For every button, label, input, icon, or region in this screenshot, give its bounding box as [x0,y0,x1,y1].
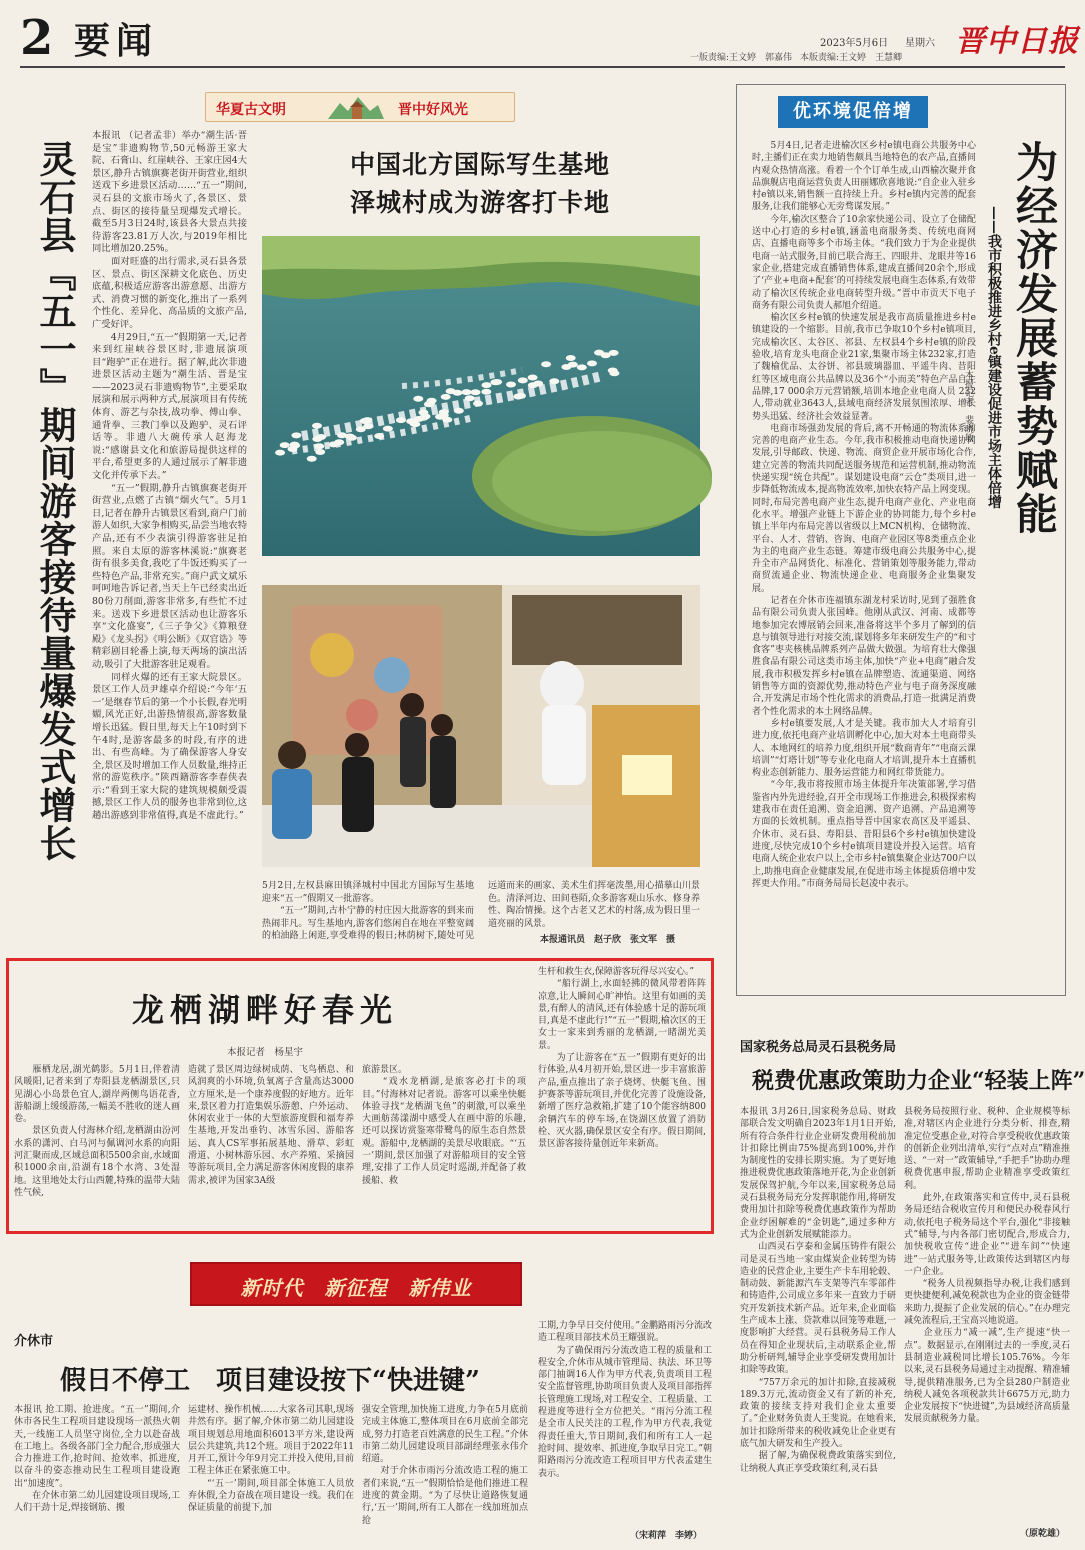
goose [446,388,456,394]
tax-kicker: 国家税务总局灵石县税务局 [740,1040,897,1055]
jiexiu-col-1: 本报讯 抢工期、抢进度。“五一”期间,介休市各民生工程项目建设现场一派热火朝天,一线施工人员坚守岗位,全力以赴奋战在工地上。各级各部门全力配合,形成强大合力推进工作,抢时间、抢效率、抓进度,以奋斗的姿态推动民生工程项目建设跑出“加速度”。 在介休市第二幼儿园建设项目现场,工人们干劲十足,焊接钢筋、搬 [14,1405,180,1514]
right-reporter: 本报记者 裴晓敏 [963,370,973,442]
goose [363,423,373,429]
right-subtitle: ——我市积极推进乡村e镇建设促进市场主体倍增 [986,206,1002,509]
banner-huaxia [205,92,515,122]
goose [314,443,324,449]
jiexiu-col-3: 强安全管理,加快施工进度,力争在5月底前完成主体施工,整体项目在6月底前全部完成,努力打造老百姓满意的民生工程。”介休市第二幼儿园建设项目部副经理张永伟介绍道。 对于介休市雨污分流改造工程的施工者们来说,“五一”假期恰恰是他们推进工程进度的黄金期。“为了尽快让道路恢复通行,‘五一’期间,所有工人都在一线加班加点抢 [362,1405,528,1526]
goose [473,401,483,407]
goose [549,378,559,384]
jiexiu-title: 假日不停工 项目建设按下“快进键” [60,1366,480,1396]
longqi-col-3: 旅游景区。 “戏水龙栖湖,是旅客必打卡的项目。”付海林对记者说。游客可以乘坐快艇体验寻找“龙栖湖飞鱼”的刺激,可以乘坐大画舫荡漾湖中感受人在画中游的乐趣,还可以探访赏鉴寒带鹭鸟的原生态自然景观。游船中,龙栖湖的美景尽收眼底。“‘五一’期间,景区加强了对游船项目的安全管理,安排了工作人员定时巡湖,并配备了救援船、救 [362,1065,526,1186]
jiexiu-col-4: 工期,力争早日交付使用。”金鹏路雨污分流改造工程项目部技术员王耀强说。 为了确保雨污分流改造工程的质量和工程安全,介休市从城市管理局、执法、环卫等部门抽调16人作为甲方代表,负责项目工程安全监督管理,协助项目负责人及项目部指挥长管理施工现场,对工程安全、工程质量、工程进度等进行全方位把关。“雨污分流工程是全市人民关注的工程,作为甲方代表,我觉得责任重大,节日期间,我们和所有工人一起抢时间、提效率、抓进度,争取早日完工。”朝阳路雨污分流改造工程项目甲方代表孟建生表示。 [538,1321,712,1479]
goose [454,408,464,414]
jiexiu-kicker: 介休市 [14,1334,54,1349]
tax-credit: （原乾雄） [1020,1529,1066,1539]
longqi-col-2: 造就了景区周边绿树成荫、飞鸟栖息、和风润爽的小环境,负氧离子含量高达3000立方厘米,是一个康养度假的好地方。近年来,景区着力打造集娱乐游憩、户外运动、休闲农业于一体的大型旅游度假和福寿养生基地,开发出垂钓、冰雪乐园、游船客运、真人CS军事拓展基地、滑草、彩虹滑道、小树林游乐园、水产养殖、采摘园等游玩项目,全力满足游客休闲度假的康养需求,被评为国家3A级 [188,1065,354,1186]
longqi-col-4: 生杆和救生衣,保障游客玩得尽兴安心。” “船行湖上,水面轻拂的微风带着阵阵凉意,让人瞬间心旷神怡。这里有如画的美景,有醉人的清风,还有体验感十足的游玩项目,真是不虚此行!”“五一”假期,榆次区的王女士一家来到秀丽的龙栖湖,一睹湖光美景。 为了让游客在“五一”假期有更好的出行体验,从4月初开始,景区进一步丰富旅游产品,重点推出了亲子烧烤、快艇飞鱼、围护赛茶等游玩项目,并优化完善了设施设备,新增了医疗急救箱,扩建了10个能容纳800余辆汽车的停车场,在饶湖区放置了消防栓、灭火器,确保景区安全有序。假日期间,景区游客接待量创近年来新高。 [538,967,706,1150]
goose [462,389,472,395]
goose [362,417,372,423]
goose [577,364,587,370]
goose [482,382,492,388]
robot-visitors-illustration [262,585,700,867]
goose [275,450,285,456]
issue-weekday: 星期六 [905,38,935,49]
section-name: 要闻 [74,20,159,62]
masthead-divider [20,66,1065,68]
goose [506,382,516,388]
lake-geese-illustration [262,236,700,556]
goose [561,364,571,370]
photo-lake-geese [262,236,700,556]
new-era-banner-text: 新时代 新征程 新伟业 [240,1276,472,1300]
goose [347,435,357,441]
jiexiu-credit: （宋莉萍 李婷） [630,1531,703,1541]
page-number: 2 [20,10,54,66]
goose [594,350,604,356]
right-headline: 为经济发展蓄势赋能 [1010,140,1059,536]
zecheng-headline-2: 泽城村成为游客打卡地 [349,188,610,217]
goose [312,423,322,429]
longqi-col-1: 雁栖龙居,湖光鹤影。5月1日,伴着清风暖阳,记者来到了寿阳县龙栖湖景区,只见湖心小岛景色宜人,湖岸两侧鸟语花香,游船湖上缓缓游荡,一幅美不胜收的迷人画卷。 景区负责人付海林介绍,龙栖湖由汾河水系的潇河、白马河与佩调河水系的向阳河汇聚而成,区域总面积5500余亩,水域面积1000余亩,沿湖有18个水湾、3处湿地。这里地处太行山西麓,特殊的温带大陆性气候, [14,1065,180,1198]
goose [290,443,300,449]
goose [410,421,420,427]
goose [533,381,543,387]
goose [609,350,619,356]
goose [518,377,528,383]
goose [291,432,301,438]
goose [471,389,481,395]
goose [465,395,475,401]
goose [425,400,435,406]
scenery-icon [326,89,386,123]
goose [329,441,339,447]
lingshi-headline: 灵石县『五一』期间游客接待量爆发式增长 [33,140,77,862]
goose [541,361,551,367]
goose [418,410,428,416]
goose [307,456,317,462]
tax-col-2: 县税务局按照行业、税种、企业规模等标准,对辖区内企业进行分类分析、排查,精准定位受惠企业,对符合享受税收优惠政策的创新企业列出清单,实行“点对点”精准推送、“一对一”政策辅导,“手把手”协助办理税费优惠申报,帮助企业精准享受政策红利。 此外,在政策落实和宣传中,灵石县税务局还结合税收宣传月和便民办税春风行动,依托电子税务局这个平台,强化“非接触式”辅导,与内各部门密切配合,形成合力,加快税收宣传“进企业”“进车间”“快速进”一站式服务等,让政策传达到辖区内每一户企业。 “税务人员视频指导办税,让我们感到更快捷便利,减免税款也为企业的资金链带来助力,提振了企业发展的信心。”在办理完减免流程后,王宝高兴地说道。 企业压力“减一减”,生产提速“快一点”。数据显示,在刚刚过去的一季度,灵石县制造业减税同比增长105.76%。今年以来,灵石县税务局通过主动提醒、精准辅导,提供精准服务,已为全县280户制造业纳税人减免各项税款共计6675万元,助力企业发展按下“快进键”,为县域经济高质量发展贡献税务力量。 [904,1107,1070,1425]
goose [481,389,491,395]
jiexiu-col-2: 运建材、操作机械……大家各司其职,现场井然有序。据了解,介休市第二幼儿园建设项目规划总用地面积6013平方米,建设两层公共建筑,共12个班。项目于2022年11月开工,预计今年9月完工并投入使用,目前工程主体正在紧张施工中。 “‘五一’期间,项目部全体施工人员放弃休假,全力奋战在项目建设一线。我们在保证质量的前提下,加 [188,1405,354,1514]
tag-youhuanjing: 优环境促倍增 [778,96,928,128]
goose [374,433,384,439]
zecheng-headline-1: 中国北方国际写生基地 [349,150,610,179]
editors-line-2: 本版责编:王文婷 王慧卿 [800,53,903,63]
goose [383,426,393,432]
zecheng-caption: 5月2日,左权县麻田镇泽城村中国北方国际写生基地迎来“五一”假期又一批游客。 “五一”期间,古朴宁静的村庄因大批游客的到来而热闹非凡。写生基地内,游客们悠闲自在地在平整宽阔的柏油路上闲逛,享受难得的假日;林荫树下,随处可见远道而来的画家、美术生们挥毫泼墨,用心描摹山川景色。清泽河边、田间巷陌,众多游客观山乐水、修身养性、陶冶情操。这个古老又艺术的村落,成为假日里一道亮丽的风景。 [262,881,700,942]
goose [587,360,597,366]
goose [413,396,423,402]
goose [490,379,500,385]
new-era-banner [190,1262,522,1306]
goose [315,449,325,455]
photo-robot-visitors [262,585,700,867]
masthead [0,0,1080,70]
goose [566,355,576,361]
goose [435,414,445,420]
paper-logo: 晋中日报 [955,24,1079,59]
goose [608,368,618,374]
right-body: 5月4日,记者走进榆次区乡村e镇电商公共服务中心时,主播们正在卖力地销售颇具当地特色的农产品,直播间内观众热情高涨。看着一个个订单生成,山西榆次聚并食品旗舰店电商运营负责人田丽娜欣喜地说:“自企业入驻乡村e镇以来,销售额一直持续上升。乡村e镇内完善的配套服务,让我们能够心无旁骛谋发展。” 今年,榆次区整合了10余家快递公司、设立了仓储配送中心打造的乡村e镇,涵盖电商服务类、传统电商网店、直播电商等多个市场主体。“我们致力于为企业提供电商一站式服务,目前已联合海王、四眼井、龙眼井等16家企业,搭建完成直播销售体系,建成直播间20余个,形成了‘产业+电商+配套’的可持续发展电商生态体系,有效带动了榆次区传统企业电商转型升级。”晋中市贡天下电子商务有限公司负责人郝旭介绍道。 榆次区乡村e镇的快速发展是我市高质量推进乡村e镇建设的一个缩影。目前,我市已争取10个乡村e镇项目,完成榆次区、太谷区、祁县、左权县4个乡村e镇的阶段验收,培育龙头电商企业21家,集聚市场主体232家,打造了魏榆优品、太谷饼、祁县玻璃器皿、平遥牛肉、昔阳红等区域电商公共品牌以及36个“小而美”特色产品自主品牌,17 000余万元营销额,培训本地企业电商人员 232人,带动就业3643人,县域电商经济发展氛围浓厚、增长势头迅猛、经济社会效益显著。 电商市场强劲发展的背后,离不开畅通的物流体系和完善的电商产业生态。今年,我市积极推动电商快递协同发展,引导邮政、快递、物流、商贸企业开展市场化合作,建立完善的物流共同配送服务规范和运营机制,推动物流快递实现“统仓共配”。谋划建设电商“云仓”类项目,进一步降低物流成本,提高物流效率,加快农特产品上网变现。同时,布局完善电商产业生态,提升电商产业化、产业电商化水平。增强产业链上下游企业的协同能力,每个乡村e镇上半年内布局完善以省级以上MCN机构、仓储物流、平台、人才、营销、咨询、电商产业园区等8类重点企业为主的电商产业生态链。筹建市级电商公共服务中心,提升全市产品网货化、标准化、营销策划等服务能力,带动商贸流通企业、物流快递企业、电商服务企业集聚发展。 记者在介休市连福镇东湖龙村采访时,见到了强胜食品有限公司负责人张国峰。他刚从武汉、河南、成都等地参加完农博展销会回来,准备将这半个多月了解到的信息与镇领导进行对接交流,谋划将多年来研发生产的“和寸食客”枣夹核桃品牌系列产品做大做强。为培育壮大像强胜食品有限公司这类市场主体,加快“产业+电商”融合发展,我市积极发挥乡村e镇在品牌塑造、流通渠道、网络销售等方面的资源优势,推动特色产业与电子商务深度融合,开发满足市场个性化需求的消费品,打造一批满足消费者个性化需求的本土网络品牌。 乡村e镇要发展,人才是关键。我市加大人才培育引进力度,依托电商产业培训孵化中心,加大对本土电商带头人、本地网红的培养力度,组织开展“数商青年”“电商云课培训”“灯塔计划”等专业化电商人才培训,提升本土直播机构业态创新能力、服务运营能力和网红带货能力。 “今年,我市将按照市场主体提升年决策部署,学习借鉴省内外先进经验,召开全市现场工作推进会,积极探索构建我市在责任追溯、资金追溯、资产追溯、产品追溯等方面的长效机制。重点指导晋中国家农高区及平遥县、介休市、灵石县、寿阳县、昔阳县6个乡村e镇加快建设进度,尽快完成10个乡村e镇项目建设并投入运营。培育电商人统企业农户以上,全市乡村e镇集聚企业达700户以上,助推电商企业健康发展,在促进市场主体提质倍增中发挥更大作用。”市商务局局长赵凌中表示。 [752,141,976,889]
tax-title: 税费优惠政策助力企业“轻装上阵” [752,1068,1085,1094]
longqi-byline: 本报记者 杨星宇 [226,1047,303,1058]
banner-right-text: 晋中好风光 [398,102,468,118]
lingshi-body: 本报讯 （记者孟非）举办“潮生活·晋是宝”非遗购物节,50元畅游王家大院、石膏山、红崖峡谷、王家庄园4大景区,静升古镇旗赛老街开街营业,组织送戏下乡进景区活动……“五一”期间,灵石县的文旅市场火了,各景区、景点、街区的接待量呈现爆发式增长。截至5月3日24时,该县各大景点共接待游客23.81万人次,与2019年相比同比增加20.25%。 面对旺盛的出行需求,灵石县各景区、景点、街区深耕文化底色、历史底蕴,积极适应游客出游意愿、出游方式、消费习惯的新变化,推出了一系列个性化、差异化、高品质的文旅产品,广受好评。 4月29日,“五一”假期第一天,记者来到红崖峡谷景区时,非遗展演项目“跑驴”正在进行。据了解,此次非遗进景区活动主题为“潮生活、晋是宝——2023灵石非遗购物节”,主要采取展演和展示两种方式,展演项目有传统体育、游艺与杂技,战功拳、傅山拳、通背拳、三教门拳以及跑驴、灵石评话等。非遗八大碗传承人赵海龙说:“感谢县文化和旅游局提供这样的平台,希望更多的人通过展示了解非遗文化并传承下去。” “五一”假期,静升古镇旗赛老街开街营业,点燃了古镇“烟火气”。5月1日,记者在静升古镇景区看到,商户门前游人如织,大家争相购买,品尝当地农特产品,还有不少表演引得游客驻足拍照。来自太原的游客林溪说:“旗赛老街有很多美食,我吃了牛饭还购买了一些特色产品,非常充实。”商户武文斌乐呵呵地告诉记者,当天上午已经卖出近80份刀削面,游客非常多,有些忙不过来。送戏下乡进景区活动也让游客乐享“文化盛宴”,《三子争父》《算粮登殿》《龙头拐》《明公断》《双官诰》等精彩剧目轮番上演,每天两场的演出活动,吸引了大批游客驻足观看。 同样火爆的还有王家大院景区。景区工作人员尹雄卓介绍说:“今年‘五一’是继春节后的第一个小长假,春光明媚,风光正好,出游热情很高,游客数量增长迅猛。假日里,每天上午10时到下午4时,是游客最多的时段,有序的进出、有些高峰。为了确保游客人身安全,景区及时增加工作人员数量,维持正常的游览秩序。”陕西籍游客李春侠表示:“看到王家大院的建筑规模颇受震撼,景区工作人员的服务也非常到位,这趟出游感到非常值得,真是不虚此行。” [92,130,247,822]
issue-date: 2023年5月6日 [820,38,889,49]
banner-left-text: 华夏古文明 [216,102,286,118]
goose [396,417,406,423]
editors-line-1: 一版责编:王文婷 郭嘉伟 [690,53,793,63]
goose [441,394,451,400]
zecheng-photo-credit: 本报通讯员 赵子欣 张文军 摄 [540,935,676,945]
tax-col-1: 本报讯 3月26日,国家税务总局、财政部联合发文明确自2023年1月1日开始,所有符合条件行业企业研发费用税前加计扣除比例由75%提高到100%,并作为制度性的安排长期实施。为了更好地推进税费优惠政策落地开花,为企业创新发展保驾护航,今年以来,国家税务总局灵石县税务局充分发挥职能作用,将研发费用加计扣除等税费优惠政策作为帮助企业纾困解难的“金钥匙”,通过多种方式为企业创新发展赋能添力。 山西灵石亨泰和金属压铸件有限公司是灵石当地一家由煤炭企业转型为铸造业的民营企业,主要生产卡车用轮毂、制动鼓、新能源汽车支架等汽车零部件和铸造件,公司成立多年来一直致力于研究开发新技术新产品。近年来,企业面临生产成本上涨、贷款难以回笼等难题,一度影响扩大经营。灵石县税务局工作人员在得知企业现状后,主动联系企业,帮助分析研判,辅导企业享受研发费用加计扣除等政策。 “757万余元的加计扣除,直接减税189.3万元,流动资金又有了新的补充,政策的接续支持对我们企业太重要了。”企业财务负责人王斐说。在她看来,加计扣除所带来的税收减免让企业更有底气加大研发和生产投入。 据了解,为确保税费政策落实到位,让纳税人真正享受政策红利,灵石县 [740,1107,896,1474]
goose [516,393,526,399]
goose [280,442,290,448]
longqi-title: 龙栖湖畔好春光 [131,991,398,1029]
goose [312,436,322,442]
goose [528,375,538,381]
